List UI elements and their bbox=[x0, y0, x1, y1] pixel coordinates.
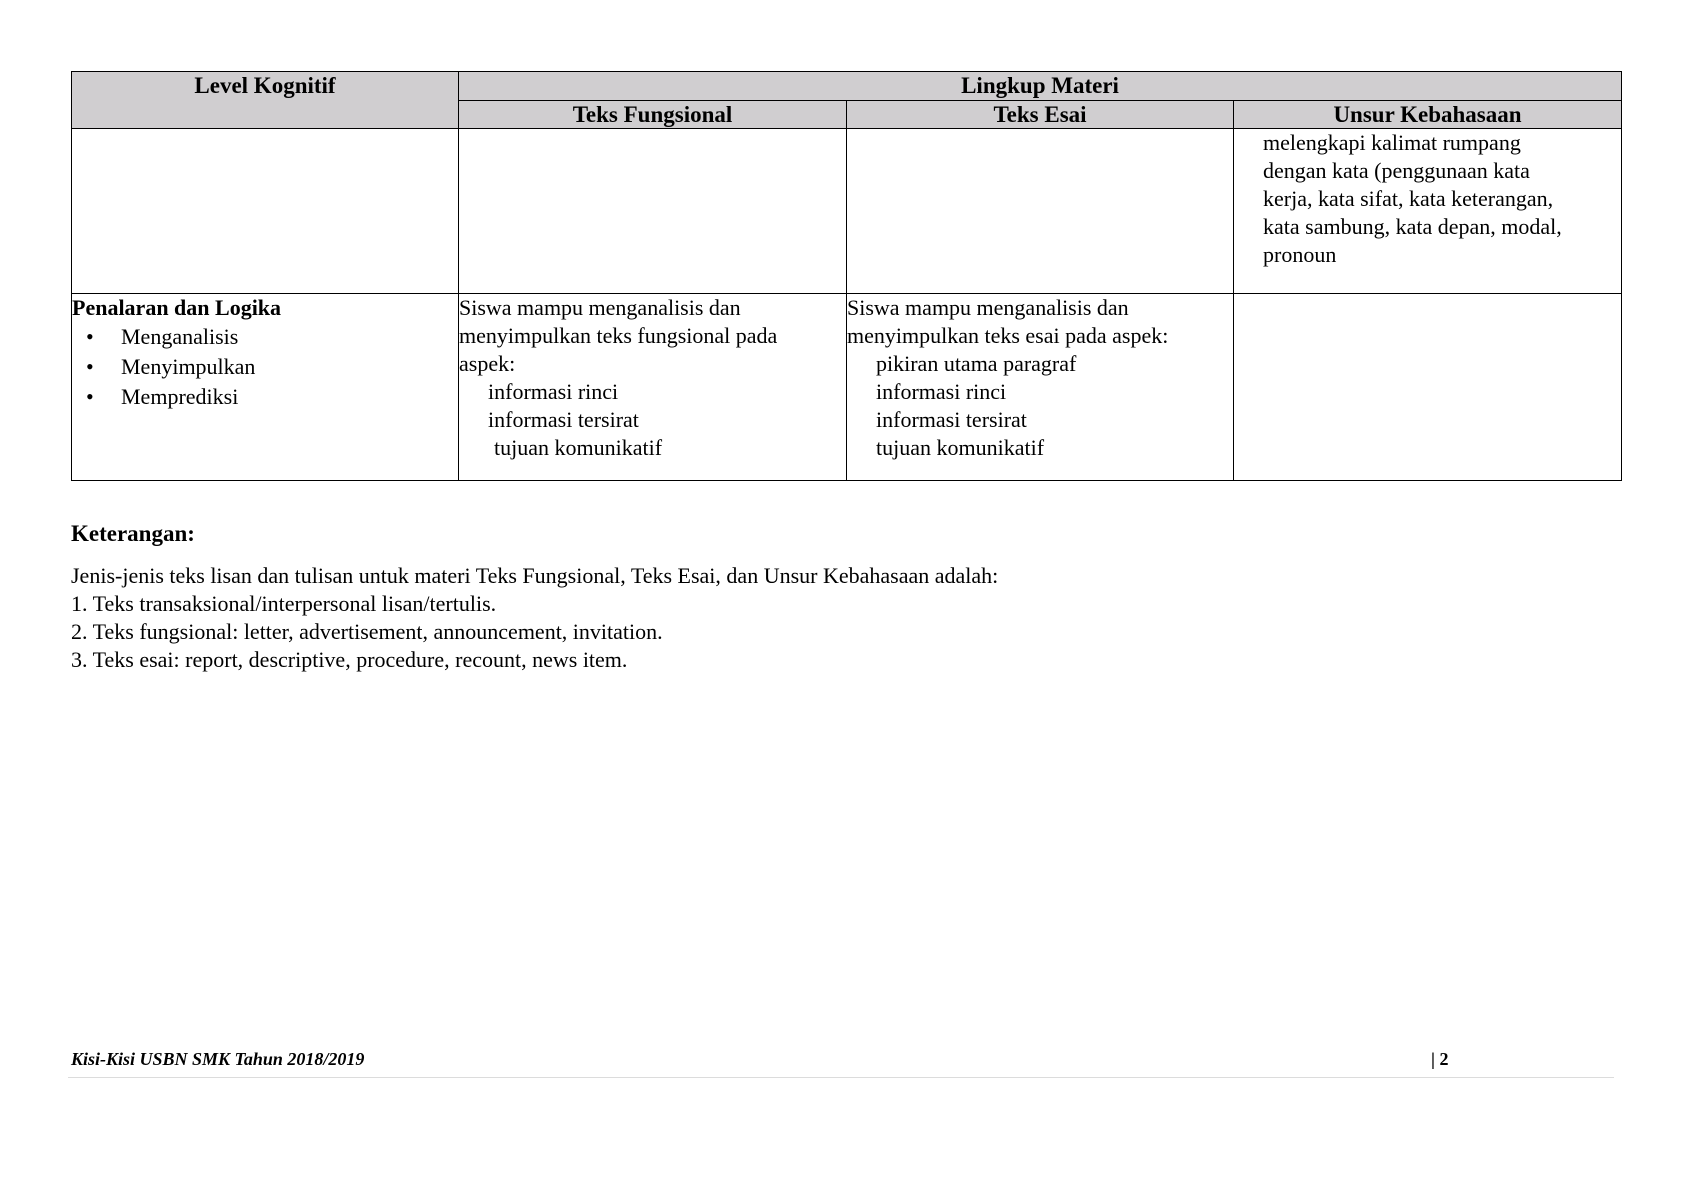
kisi-kisi-table bbox=[71, 71, 1622, 481]
unsur-line: kata sambung, kata depan, modal, bbox=[1263, 214, 1562, 239]
notes-section bbox=[71, 520, 1621, 674]
intro-line: Siswa mampu menganalisis dan bbox=[459, 295, 741, 320]
cell-empty-esai bbox=[847, 129, 1234, 294]
intro-line: menyimpulkan teks esai pada aspek: bbox=[847, 323, 1169, 348]
list-item: • Menyimpulkan bbox=[72, 352, 458, 382]
list-item: • Menganalisis bbox=[72, 322, 458, 352]
cell-empty-unsur bbox=[1234, 294, 1622, 481]
notes-item: 1. Teks transaksional/interpersonal lisan/tertulis. bbox=[71, 591, 497, 616]
notes-item: 2. Teks fungsional: letter, advertisement, announcement, invitation. bbox=[71, 619, 663, 644]
unsur-line: kerja, kata sifat, kata keterangan, bbox=[1263, 186, 1554, 211]
aspect-item: informasi rinci bbox=[876, 379, 1007, 404]
intro-line: aspek: bbox=[459, 351, 516, 376]
aspect-item: pikiran utama paragraf bbox=[876, 351, 1077, 376]
unsur-line: dengan kata (penggunaan kata bbox=[1263, 158, 1530, 183]
header-level-kognitif: Level Kognitif bbox=[72, 72, 459, 129]
page-number: | 2 bbox=[1431, 1049, 1449, 1069]
cell-empty-level bbox=[72, 129, 459, 294]
header-teks-esai: Teks Esai bbox=[847, 100, 1234, 129]
bullet-icon: • bbox=[86, 384, 94, 409]
footer-divider bbox=[68, 1077, 1614, 1078]
cell-unsur-kebahasaan bbox=[1234, 129, 1622, 294]
aspect-item: informasi tersirat bbox=[488, 407, 639, 432]
notes-item: 3. Teks esai: report, descriptive, procedure, recount, news item. bbox=[71, 647, 628, 672]
cell-empty-fungsional bbox=[459, 129, 847, 294]
header-unsur-kebahasaan: Unsur Kebahasaan bbox=[1234, 100, 1622, 129]
bullet-icon: • bbox=[86, 324, 94, 349]
footer-title: Kisi-Kisi USBN SMK Tahun 2018/2019 bbox=[71, 1049, 365, 1069]
bullet-icon: • bbox=[86, 354, 94, 379]
notes-intro: Jenis-jenis teks lisan dan tulisan untuk materi Teks Fungsional, Teks Esai, dan Unsur Kebahasaan adalah: bbox=[71, 563, 999, 588]
notes-title: Keterangan: bbox=[71, 521, 195, 546]
aspect-item: informasi tersirat bbox=[876, 407, 1027, 432]
intro-line: menyimpulkan teks fungsional pada bbox=[459, 323, 778, 348]
unsur-line: melengkapi kalimat rumpang bbox=[1263, 130, 1521, 155]
table-row bbox=[72, 294, 1622, 481]
aspect-item: tujuan komunikatif bbox=[876, 435, 1045, 460]
cell-teks-fungsional bbox=[459, 294, 847, 481]
level-title: Penalaran dan Logika bbox=[72, 295, 282, 320]
cell-teks-esai bbox=[847, 294, 1234, 481]
aspect-item: informasi rinci bbox=[488, 379, 619, 404]
aspect-item: tujuan komunikatif bbox=[494, 435, 663, 460]
unsur-line: pronoun bbox=[1263, 242, 1337, 267]
header-teks-fungsional: Teks Fungsional bbox=[459, 100, 847, 129]
header-lingkup-materi: Lingkup Materi bbox=[459, 72, 1622, 101]
level-list bbox=[72, 322, 458, 412]
intro-line: Siswa mampu menganalisis dan bbox=[847, 295, 1129, 320]
table-row bbox=[72, 129, 1622, 294]
list-item: • Memprediksi bbox=[72, 382, 458, 412]
cell-level-kognitif bbox=[72, 294, 459, 481]
